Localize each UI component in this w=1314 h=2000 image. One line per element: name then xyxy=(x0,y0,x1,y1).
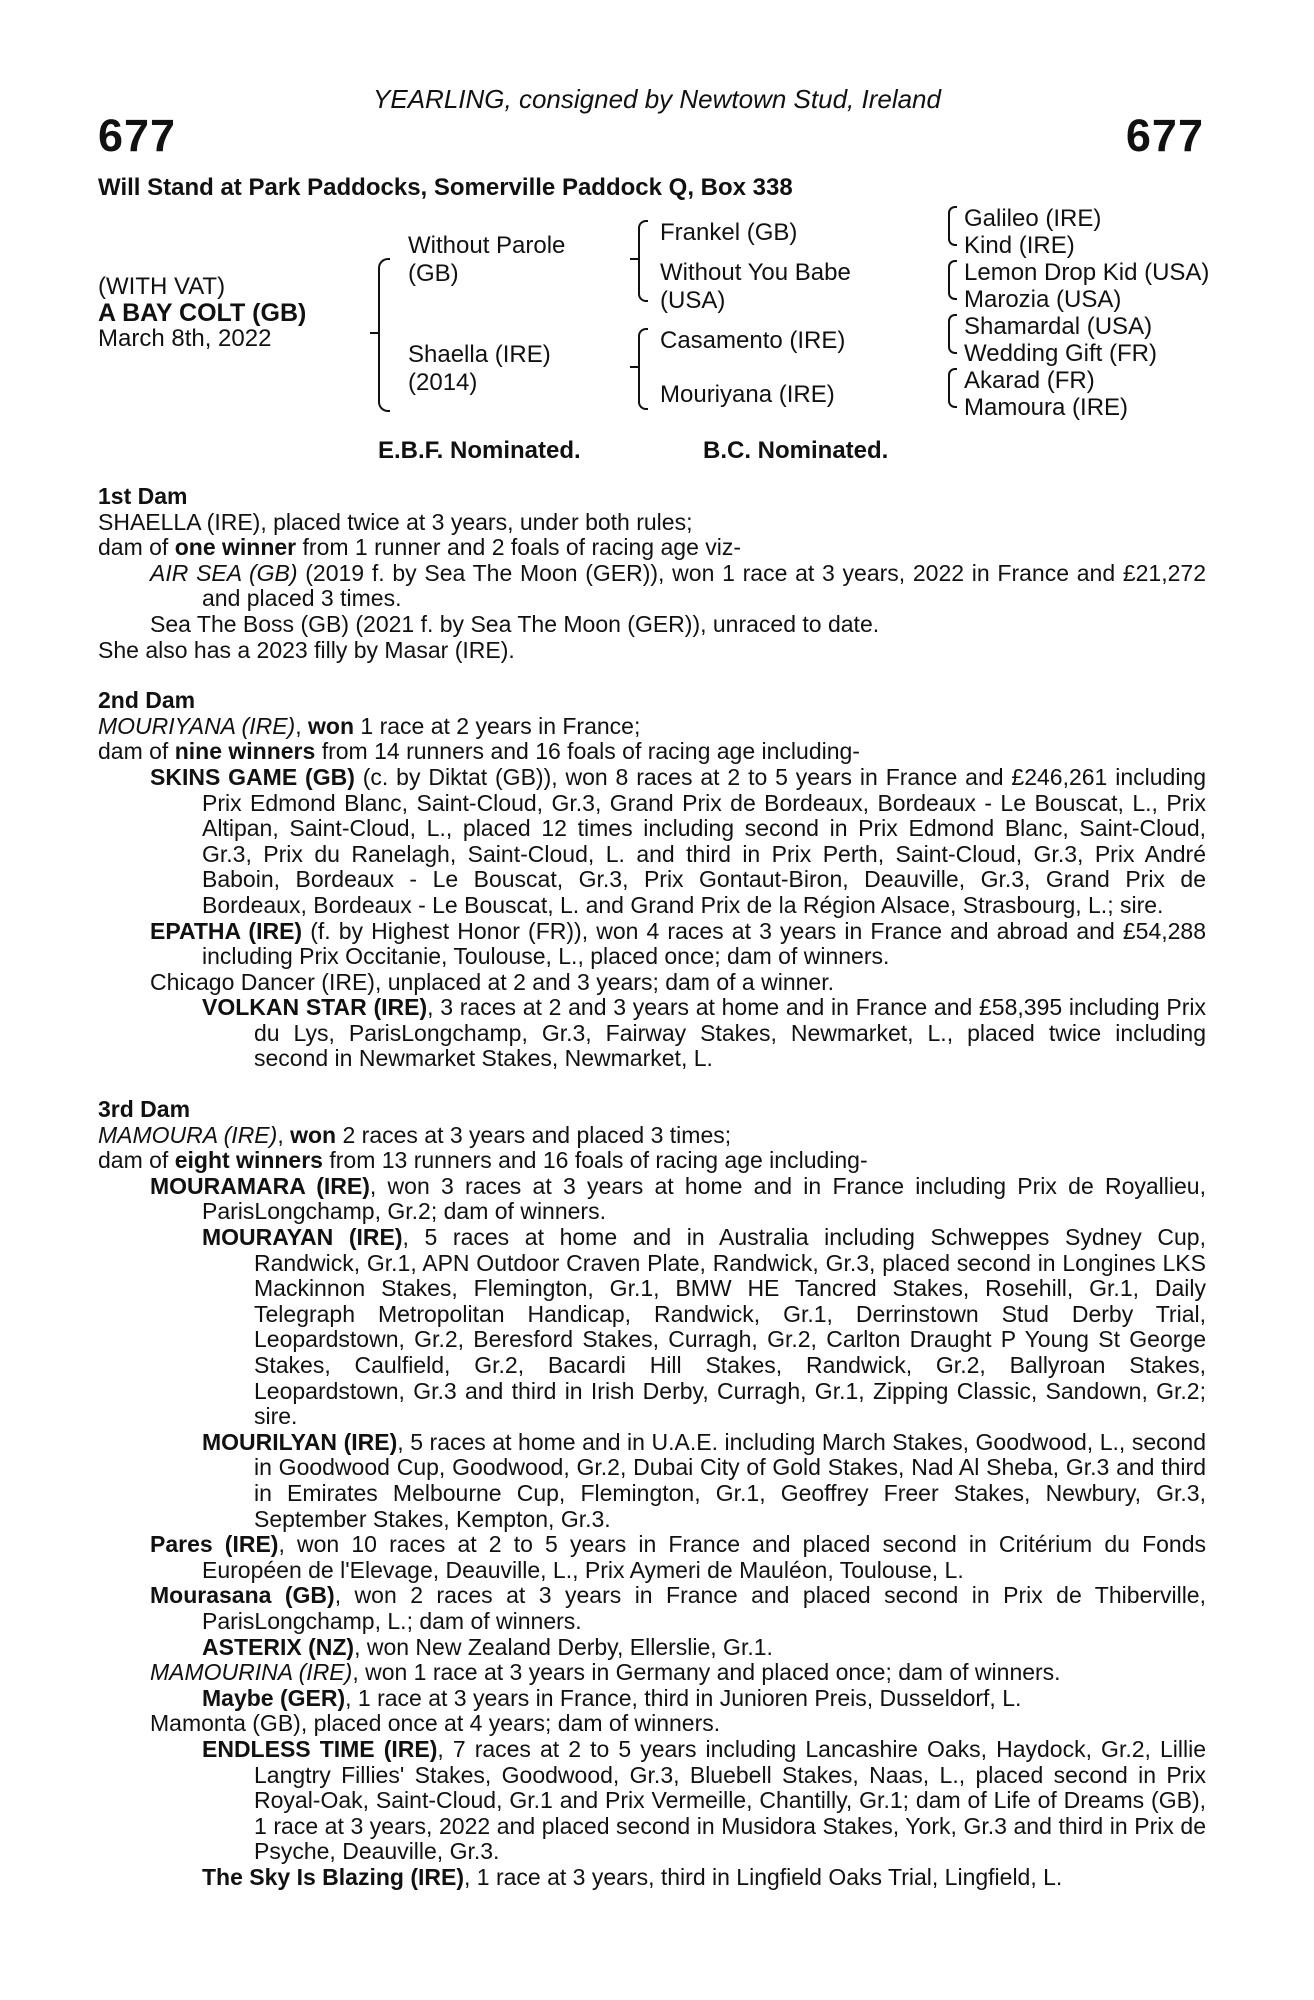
horse-name: The Sky Is Blazing (IRE) xyxy=(202,1863,464,1890)
g3-7: Akarad (FR) xyxy=(964,367,1095,394)
horse-record: , won 1 race at 3 years in Germany and placed once; dam of winners. xyxy=(352,1659,1061,1686)
pedigree-brace-dam xyxy=(638,328,648,410)
g3-1: Galileo (IRE) xyxy=(964,205,1102,232)
produce-skins-game xyxy=(150,765,1206,919)
text: dam of xyxy=(98,1147,175,1174)
horse-name: AIR SEA (GB) xyxy=(150,559,298,586)
second-dam-heading: 2nd Dam xyxy=(98,687,196,714)
horse-record: , 1 race at 3 years in France, third in Junioren Preis, Dusseldorf, L. xyxy=(345,1684,1022,1711)
second-dam-section xyxy=(98,688,1206,1072)
horse-name: MOURAMARA (IRE) xyxy=(150,1172,370,1199)
vat-note: (WITH VAT) xyxy=(98,273,226,300)
pedigree-brace-sire-tip xyxy=(630,258,638,260)
winner-count: eight winners xyxy=(174,1147,323,1174)
pedigree-brace-g3-2 xyxy=(948,260,957,300)
g3-4: Marozia (USA) xyxy=(964,286,1122,313)
produce-mourilyan xyxy=(202,1430,1206,1532)
horse-record: , won New Zealand Derby, Ellerslie, Gr.1. xyxy=(354,1633,773,1660)
second-dam-summary xyxy=(98,714,1206,740)
produce-air-sea xyxy=(150,561,1206,612)
horse-name: A BAY COLT (GB) xyxy=(98,299,307,327)
sire-name xyxy=(408,232,565,288)
horse-name: MAMOURINA (IRE) xyxy=(150,1659,353,1686)
first-dam-summary: SHAELLA (IRE), placed twice at 3 years, under both rules; xyxy=(98,508,693,535)
text: dam of xyxy=(98,738,175,765)
horse-name: Pares (IRE) xyxy=(150,1531,279,1558)
foaling-date: March 8th, 2022 xyxy=(98,325,272,352)
dam-name: MOURIYANA (IRE) xyxy=(98,712,296,739)
bc-nomination: B.C. Nominated. xyxy=(703,437,889,464)
lot-number-right: 677 xyxy=(1125,110,1204,161)
sire-dam-line-2: (USA) xyxy=(660,287,726,314)
pedigree-brace-sire xyxy=(638,220,648,302)
sire-dam-line-1: Without You Babe xyxy=(660,259,851,286)
horse-name: Mourasana (GB) xyxy=(150,1582,335,1609)
pedigree-brace-g3-1 xyxy=(948,206,957,246)
text: from 14 runners and 16 foals of racing age including- xyxy=(315,738,860,765)
horse-record: , 3 races at 2 and 3 years at home and in France and £58,395 including Prix du Lys, ParisLongchamp, Gr.3, Fairway Stakes, Newmarket, L., placed twice including second in Newmarket Stakes, Newmarket, L. xyxy=(254,994,1206,1072)
dam-name-line-2: (2014) xyxy=(408,369,478,396)
g3-2: Kind (IRE) xyxy=(964,232,1075,259)
text: from 13 runners and 16 foals of racing age including- xyxy=(322,1147,868,1174)
text: 1 race at 2 years in France; xyxy=(354,712,641,739)
produce-volkan-star xyxy=(202,995,1206,1072)
consignment-line: YEARLING, consigned by Newtown Stud, Ireland xyxy=(373,84,941,114)
horse-record: (c. by Diktat (GB)), won 8 races at 2 to 5 years in France and £246,261 including Prix Edmond Blanc, Saint-Cloud, Gr.3, Grand Prix de Bordeaux, Bordeaux - Le Bouscat, L., Prix Altipan, Saint-Cloud, L., placed 12 times including second in Prix Edmond Blanc, Saint-Cloud, Gr.3, Prix du Ranelagh, Saint-Cloud, L. and third in Prix Perth, Saint-Cloud, Gr.3, Prix André Baboin, Bordeaux - Le Bouscat, Gr.3, Prix Gontaut-Biron, Deauville, Gr.3, Grand Prix de Bordeaux, Bordeaux - Le Bouscat, L. and Grand Prix de la Région Alsace, Strasbourg, L.; sire. xyxy=(202,763,1207,918)
horse-name: VOLKAN STAR (IRE) xyxy=(202,994,428,1021)
horse-name: EPATHA (IRE) xyxy=(150,917,303,944)
text: , xyxy=(277,1121,291,1148)
produce-endless-time xyxy=(202,1737,1206,1865)
horse-name: ASTERIX (NZ) xyxy=(202,1633,355,1660)
first-dam-section xyxy=(98,484,1206,663)
second-dam-produce-intro xyxy=(98,739,1206,765)
first-dam-heading: 1st Dam xyxy=(98,483,188,509)
horse-name: MOURILYAN (IRE) xyxy=(202,1428,398,1455)
pedigree-brace-main-tip xyxy=(370,332,380,334)
horse-record: , won 2 races at 3 years in France and placed second in Prix de Thiberville, ParisLongchamp, L.; dam of winners. xyxy=(202,1582,1206,1634)
sire-sire: Frankel (GB) xyxy=(660,219,798,246)
ebf-nomination: E.B.F. Nominated. xyxy=(378,437,581,464)
pedigree-brace-g3-4 xyxy=(948,368,957,408)
dam-sire: Casamento (IRE) xyxy=(660,327,846,354)
first-dam-produce-intro xyxy=(98,535,1206,561)
lot-number-left: 677 xyxy=(98,110,177,161)
produce-mourayan xyxy=(202,1225,1206,1430)
produce-chicago-dancer: Chicago Dancer (IRE), unplaced at 2 and 3 years; dam of a winner. xyxy=(150,968,834,995)
horse-record: , 1 race at 3 years, third in Lingfield Oaks Trial, Lingfield, L. xyxy=(464,1863,1063,1890)
g3-3: Lemon Drop Kid (USA) xyxy=(964,259,1210,286)
dam-name xyxy=(408,341,551,397)
third-dam-heading: 3rd Dam xyxy=(98,1096,191,1123)
horse-record: , won 3 races at 3 years at home and in France including Prix de Royallieu, ParisLongchamp, Gr.2; dam of winners. xyxy=(202,1172,1206,1225)
dam-dam: Mouriyana (IRE) xyxy=(660,381,835,408)
pedigree-brace-g3-3 xyxy=(948,314,957,354)
produce-sea-the-boss: Sea The Boss (GB) (2021 f. by Sea The Moon (GER)), unraced to date. xyxy=(150,610,880,637)
won-label: won xyxy=(290,1121,337,1148)
horse-record: (2019 f. by Sea The Moon (GER)), won 1 race at 3 years, 2022 in France and £21,272 and placed 3 times. xyxy=(202,559,1206,612)
horse-record: , 5 races at home and in U.A.E. including March Stakes, Goodwood, L., second in Goodwood Cup, Goodwood, Gr.2, Dubai City of Gold Stakes, Nad Al Sheba, Gr.3 and third in Emirates Melbourne Cup, Flemington, Gr.1, Geoffrey Freer Stakes, Newbury, Gr.3, September Stakes, Kempton, Gr.3. xyxy=(254,1428,1207,1532)
catalogue-body xyxy=(98,484,1206,1890)
produce-mouramara xyxy=(150,1174,1206,1225)
sire-name-line-1: Without Parole xyxy=(408,232,566,259)
third-dam-section xyxy=(98,1097,1206,1890)
stand-location: Will Stand at Park Paddocks, Somerville Paddock Q, Box 338 xyxy=(98,174,793,201)
sire-name-line-2: (GB) xyxy=(408,260,459,287)
g3-5: Shamardal (USA) xyxy=(964,313,1153,340)
pedigree-brace-main xyxy=(378,258,390,412)
horse-name: MOURAYAN (IRE) xyxy=(202,1224,403,1251)
produce-epatha xyxy=(150,919,1206,970)
third-dam-summary xyxy=(98,1123,1206,1149)
horse-name: ENDLESS TIME (IRE) xyxy=(202,1735,438,1762)
produce-mamourina xyxy=(150,1660,1206,1686)
horse-name: SKINS GAME (GB) xyxy=(150,763,355,790)
text: , xyxy=(295,712,308,739)
produce-the-sky-is-blazing xyxy=(202,1865,1206,1891)
horse-record: (f. by Highest Honor (FR)), won 4 races at 3 years in France and abroad and £54,288 including Prix Occitanie, Toulouse, L., placed once; dam of winners. xyxy=(202,917,1206,970)
produce-mourasana xyxy=(150,1583,1206,1634)
pedigree-brace-dam-tip xyxy=(630,366,638,368)
text: dam of xyxy=(98,534,175,561)
won-label: won xyxy=(308,712,354,739)
sire-dam xyxy=(660,259,851,315)
text: from 1 runner and 2 foals of racing age viz- xyxy=(296,534,742,561)
dam-name-line-1: Shaella (IRE) xyxy=(408,341,551,368)
produce-2023-filly: She also has a 2023 filly by Masar (IRE). xyxy=(98,636,515,663)
produce-mamonta: Mamonta (GB), placed once at 4 years; dam of winners. xyxy=(150,1710,721,1737)
third-dam-produce-intro xyxy=(98,1148,1206,1174)
horse-record: , 7 races at 2 to 5 years including Lancashire Oaks, Haydock, Gr.2, Lillie Langtry Fillies' Stakes, Goodwood, Gr.3, Bluebell Stakes, Naas, L., placed second in Prix Royal-Oak, Saint-Cloud, Gr.1 and Prix Vermeille, Chantilly, Gr.1; dam of Life of Dreams (GB), 1 race at 3 years, 2022 and placed second in Musidora Stakes, York, Gr.3 and third in Prix de Psyche, Deauville, Gr.3. xyxy=(254,1735,1207,1865)
winner-count: nine winners xyxy=(174,738,316,765)
g3-8: Mamoura (IRE) xyxy=(964,394,1129,421)
text: 2 races at 3 years and placed 3 times; xyxy=(336,1121,732,1148)
winner-count: one winner xyxy=(174,534,297,561)
g3-6: Wedding Gift (FR) xyxy=(964,340,1157,367)
dam-name: MAMOURA (IRE) xyxy=(98,1121,278,1148)
produce-asterix xyxy=(202,1635,1206,1661)
produce-pares xyxy=(150,1532,1206,1583)
horse-record: , 5 races at home and in Australia including Schweppes Sydney Cup, Randwick, Gr.1, APN Outdoor Craven Plate, Randwick, Gr.3, placed second in Longines LKS Mackinnon Stakes, Flemington, Gr.1, BMW HE Tancred Stakes, Rosehill, Gr.1, Daily Telegraph Metropolitan Handicap, Randwick, Gr.1, Derrinstown Stud Derby Trial, Leopardstown, Gr.2, Beresford Stakes, Curragh, Gr.2, Carlton Draught P Young St George Stakes, Caulfield, Gr.2, Bacardi Hill Stakes, Randwick, Gr.2, Ballyroan Stakes, Leopardstown, Gr.3 and third in Irish Derby, Curragh, Gr.1, Zipping Classic, Sandown, Gr.2; sire. xyxy=(254,1224,1206,1430)
horse-record: , won 10 races at 2 to 5 years in France and placed second in Critérium du Fonds Européen de l'Elevage, Deauville, L., Prix Aymeri de Mauléon, Toulouse, L. xyxy=(202,1531,1207,1583)
horse-name: Maybe (GER) xyxy=(202,1684,346,1711)
produce-maybe xyxy=(202,1686,1206,1712)
